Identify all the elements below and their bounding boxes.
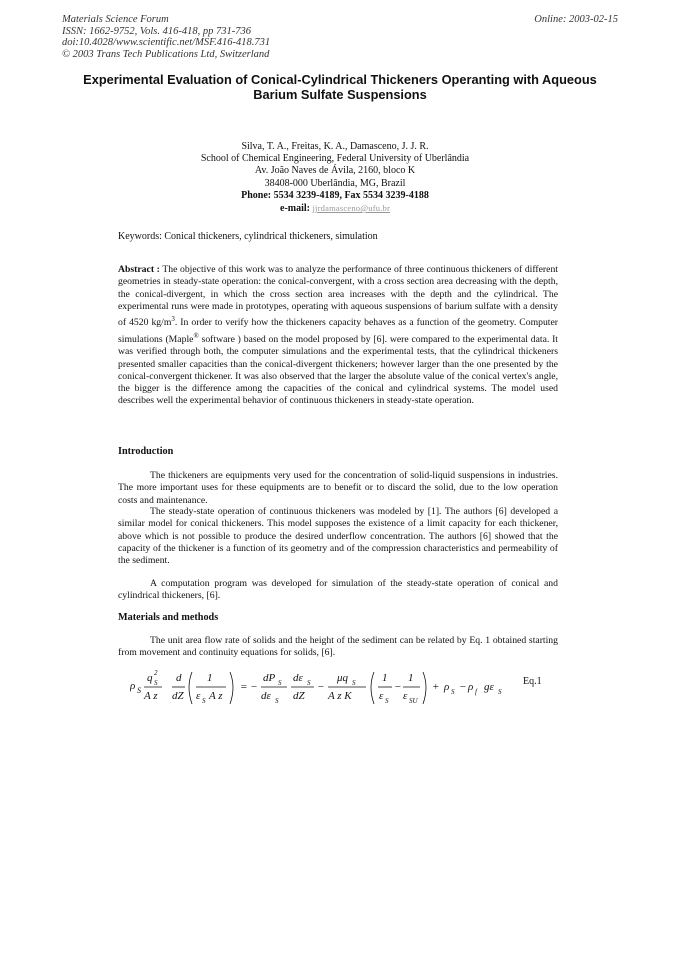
svg-text:gε: gε — [484, 681, 494, 693]
svg-text:d: d — [176, 672, 182, 684]
svg-text:+: + — [432, 681, 440, 693]
abstract-text-2: . In order to verify how the thickeners capacity behaves as a function of the geometry. Computer simulations (Maple — [118, 317, 559, 345]
svg-text:ε: ε — [379, 690, 384, 702]
svg-text:S: S — [451, 688, 455, 696]
svg-text:S: S — [202, 697, 206, 705]
equation-1-number: Eq.1 — [523, 676, 542, 687]
svg-text:SU: SU — [409, 697, 418, 705]
svg-text:A z: A z — [144, 690, 158, 702]
svg-text:dZ: dZ — [293, 690, 305, 702]
introduction-heading: Introduction — [118, 446, 174, 457]
journal-copyright: © 2003 Trans Tech Publications Ltd, Switzerland — [62, 48, 270, 60]
svg-text:dP: dP — [263, 672, 276, 684]
abstract-sup-1: 3 — [171, 315, 175, 324]
svg-text:q: q — [147, 672, 153, 684]
abstract-label: Abstract : — [118, 264, 160, 275]
svg-text:−: − — [317, 681, 325, 693]
methods-paragraph-1: The unit area flow rate of solids and the height of the sediment can be related by Eq. 1 obtained starting from movement and continuity equations for solids, [6]. — [118, 635, 558, 659]
introduction-paragraph-1: The thickeners are equipments very used for the concentration of solid-liquid suspensions in industries. The more important uses for these equipments are to benefit or to discard the solid, due to the low operation costs and maintenance. — [118, 470, 558, 506]
svg-text:ρ: ρ — [468, 681, 474, 693]
svg-text:S: S — [275, 697, 279, 705]
svg-text:A z K: A z K — [328, 690, 352, 702]
email-link[interactable]: jjrdamasceno@ufu.br — [312, 203, 390, 214]
journal-header — [62, 14, 618, 60]
paper-title: Experimental Evaluation of Conical-Cylindrical Thickeners Operanting with Aqueous Barium Sulfate Suspensions — [83, 72, 597, 102]
author-address-city: 38408-000 Uberlândia, MG, Brazil — [264, 177, 406, 189]
abstract — [118, 264, 558, 408]
svg-text:A z: A z — [209, 690, 223, 702]
journal-doi: doi:10.4028/www.scientific.net/MSF.416-418.731 — [62, 37, 271, 48]
svg-text:ε: ε — [403, 690, 408, 702]
svg-text:S: S — [307, 679, 311, 687]
svg-text:S: S — [137, 686, 141, 695]
equation-1 — [130, 660, 570, 712]
introduction-paragraph-2: The steady-state operation of continuous thickeners was modeled by [1]. The authors [6] developed a similar model for conical thickeners. This model supposes the existence of a limit capacity for each thickener, above which is not possible to produce the desired underflow concentration. The authors [6] showed that the capacity of the thickener is a function of its geometry and of the compression characteristics and permeability of the sediment. — [118, 506, 558, 567]
introduction-paragraph-3: A computation program was developed for simulation of the steady-state operation of conical and cylindrical thickeners, [6]. — [118, 578, 558, 602]
svg-text:ε: ε — [196, 690, 201, 702]
svg-text:μq: μq — [337, 672, 349, 684]
author-phone: Phone: 5534 3239-4189, Fax 5534 3239-4188 — [241, 189, 429, 201]
svg-text:−: − — [394, 681, 402, 693]
author-email-line — [60, 202, 610, 215]
abstract-text-3: software ) based on the model proposed by [6]. were compared to the experimental data. It was verified through both, the computer simulations and the experimental tests, that the cylindrical thickeners presented smaller capacities than the conical-divergent thickeners; however larger than the one presented by the conical-convergent thickener. It was also observed that the larger the absolute value of the conical vertex's angle, the bigger is the difference among the capacities of the conical and cylindrical systems. The model used describes well the experimental behavior of continuous thickeners in steady-state operation. — [118, 333, 558, 407]
svg-text:ρ: ρ — [130, 680, 136, 692]
author-address-street: Av. João Naves de Ávila, 2160, bloco K — [254, 165, 416, 177]
svg-text:S: S — [385, 697, 389, 705]
abstract-sup-2: ® — [193, 331, 199, 340]
equation-1-graphic — [130, 660, 570, 712]
svg-text:1: 1 — [408, 672, 414, 684]
online-date: Online: 2003-02-15 — [534, 14, 618, 25]
journal-issn: ISSN: 1662-9752, Vols. 416-418, pp 731-736 — [62, 25, 251, 37]
journal-name: Materials Science Forum — [62, 14, 169, 25]
author-block — [60, 141, 610, 215]
svg-text:S: S — [498, 688, 502, 696]
svg-text:1: 1 — [382, 672, 388, 684]
svg-text:= −: = − — [240, 681, 258, 693]
author-names: Silva, T. A., Freitas, K. A., Damasceno, J. J. R. — [241, 141, 429, 152]
svg-text:S: S — [278, 679, 282, 687]
abstract-text-1: The objective of this work was to analyze the performance of three continuous thickeners of different geometries in steady-state operation: the conical-convergent, with a cross section area decreasing with the depth, the conical-divergent, in which the cross section area increases with the depth and the cylindrical. The experimental runs were made in prototypes, operating with aqueous suspensions of barium sulfate with a density of 4520 kg/m — [118, 264, 558, 329]
svg-text:−: − — [459, 681, 467, 693]
email-label: e-mail: — [280, 203, 310, 215]
svg-text:ρ: ρ — [444, 681, 450, 693]
keywords: Keywords: Conical thickeners, cylindrical thickeners, simulation — [118, 231, 378, 242]
svg-text:f: f — [475, 688, 477, 696]
svg-text:dε: dε — [261, 690, 271, 702]
svg-text:1: 1 — [207, 672, 213, 684]
svg-text:dε: dε — [293, 672, 303, 684]
svg-text:S: S — [352, 679, 356, 687]
svg-text:S: S — [154, 679, 158, 687]
svg-text:2: 2 — [154, 669, 158, 677]
author-affiliation: School of Chemical Engineering, Federal University of Uberlândia — [200, 153, 470, 165]
svg-text:dZ: dZ — [172, 690, 184, 702]
methods-heading: Materials and methods — [118, 612, 219, 623]
